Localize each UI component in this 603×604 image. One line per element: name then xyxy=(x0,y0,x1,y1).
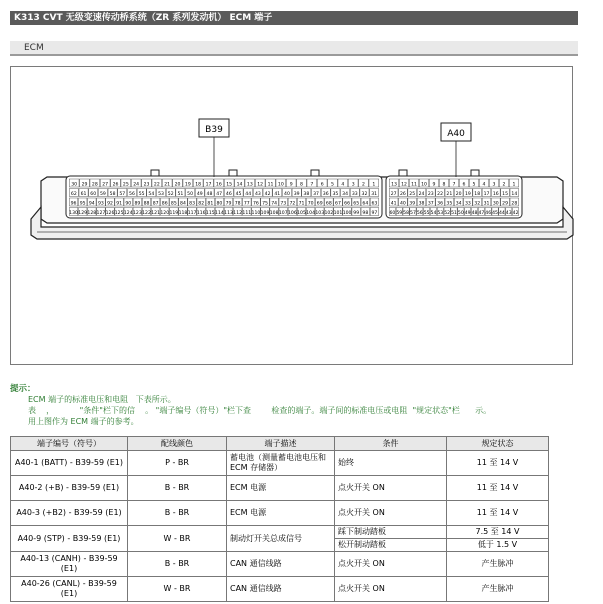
b39-label: B39 xyxy=(205,125,223,135)
pin-number: 115 xyxy=(205,211,215,216)
pin-number: 32 xyxy=(361,192,368,197)
pin-number: 93 xyxy=(97,201,104,207)
pin-number: 121 xyxy=(151,211,161,216)
pin-number: 13 xyxy=(246,182,253,188)
pin-number: 126 xyxy=(105,211,115,216)
pin-number: 27 xyxy=(390,192,397,197)
pin-number: 38 xyxy=(418,201,425,207)
pin-number: 69 xyxy=(316,201,323,207)
cell-condition: 点火开关 ON xyxy=(335,552,447,577)
pin-number: 35 xyxy=(446,201,453,207)
pin-number: 82 xyxy=(198,201,205,207)
cell-condition: 松开制动踏板 xyxy=(335,539,447,552)
pin-number: 55 xyxy=(138,192,145,197)
pin-number: 130 xyxy=(69,211,78,216)
pin-number: 32 xyxy=(474,201,481,207)
pin-number: 107 xyxy=(278,211,288,216)
pin-number: 100 xyxy=(342,211,352,216)
pin-number: 64 xyxy=(362,201,369,207)
pin-number: 53 xyxy=(437,211,444,216)
pin-number: 23 xyxy=(143,182,150,188)
pin-number: 18 xyxy=(195,182,202,188)
pin-number: 47 xyxy=(478,211,485,216)
cell-wire-color: W - BR xyxy=(128,577,227,602)
pin-number: 34 xyxy=(342,192,349,197)
b39-connector xyxy=(66,176,382,218)
pin-number: 43 xyxy=(254,192,261,197)
pin-number: 37 xyxy=(313,192,319,197)
pin-number: 122 xyxy=(142,211,151,216)
pin-number: 21 xyxy=(164,182,171,188)
cell-spec: 产生脉冲 xyxy=(447,552,549,577)
pin-number: 86 xyxy=(161,201,168,207)
pin-number: 76 xyxy=(252,201,259,207)
pin-number: 27 xyxy=(102,182,109,188)
pin-number: 74 xyxy=(271,201,278,207)
pin-number: 10 xyxy=(277,182,284,188)
pin-number: 45 xyxy=(492,211,498,216)
pin-number: 77 xyxy=(243,201,250,207)
pin-number: 15 xyxy=(502,192,509,197)
pin-number: 98 xyxy=(362,211,369,216)
pin-number: 52 xyxy=(444,211,451,216)
cell-condition: 始终 xyxy=(335,451,447,476)
pin-number: 37 xyxy=(427,201,434,207)
pin-number: 51 xyxy=(451,211,457,216)
col-header-color: 配线颜色 xyxy=(128,437,227,451)
pin-number: 3 xyxy=(492,182,496,188)
cell-wire-color: W - BR xyxy=(128,526,227,552)
pin-number: 48 xyxy=(206,192,213,197)
pin-number: 60 xyxy=(389,211,396,216)
pin-number: 24 xyxy=(133,182,140,188)
pin-number: 1 xyxy=(372,182,376,188)
pin-number: 30 xyxy=(492,201,499,207)
col-header-condition: 条件 xyxy=(335,437,447,451)
pin-number: 22 xyxy=(437,192,444,197)
pin-number: 12 xyxy=(257,182,264,188)
pin-number: 36 xyxy=(322,192,329,197)
pin-number: 48 xyxy=(471,211,478,216)
pin-number: 20 xyxy=(455,192,462,197)
pin-number: 16 xyxy=(215,182,222,188)
pin-number: 78 xyxy=(234,201,241,207)
pin-number: 112 xyxy=(233,211,243,216)
pin-number: 56 xyxy=(129,192,135,197)
pin-number: 38 xyxy=(303,192,310,197)
pin-number: 108 xyxy=(269,211,279,216)
pin-number: 92 xyxy=(107,201,113,207)
pin-number: 41 xyxy=(390,201,397,207)
cell-terminal: A40-1 (BATT) - B39-59 (E1) xyxy=(11,451,128,476)
pin-number: 84 xyxy=(180,201,186,207)
pin-number: 102 xyxy=(324,211,334,216)
pin-number: 7 xyxy=(452,182,456,188)
pin-number: 117 xyxy=(187,211,197,216)
a40-connector xyxy=(386,176,522,218)
col-header-spec: 规定状态 xyxy=(447,437,549,451)
cell-description: 制动灯开关总成信号 xyxy=(227,526,335,552)
pin-number: 83 xyxy=(189,201,196,207)
table-row xyxy=(11,577,549,602)
pin-number: 103 xyxy=(315,211,325,216)
pin-number: 40 xyxy=(284,192,290,197)
table-row xyxy=(11,451,549,476)
pin-number: 4 xyxy=(341,182,345,188)
pin-number: 14 xyxy=(236,182,243,188)
pin-number: 26 xyxy=(399,192,406,197)
cell-description: ECM 电源 xyxy=(227,476,335,501)
pin-number: 47 xyxy=(216,192,223,197)
cell-description: CAN 通信线路 xyxy=(227,577,335,602)
hint-line-3: 用上图作为 ECM 端子的参考。 xyxy=(28,417,139,426)
pin-number: 57 xyxy=(119,192,126,197)
pin-number: 90 xyxy=(125,201,132,207)
pin-number: 5 xyxy=(472,182,476,188)
pin-number: 54 xyxy=(148,192,155,197)
pin-number: 5 xyxy=(331,182,334,188)
pin-number: 22 xyxy=(153,182,160,188)
pin-number: 63 xyxy=(371,201,378,207)
connector-drawing xyxy=(11,67,574,366)
pin-number: 75 xyxy=(262,201,268,207)
pin-number: 120 xyxy=(160,211,170,216)
cell-terminal: A40-2 (+B) - B39-59 (E1) xyxy=(11,476,128,501)
pin-number: 105 xyxy=(297,211,306,216)
table-row xyxy=(11,526,549,539)
pin-number: 4 xyxy=(482,182,486,188)
pin-number: 20 xyxy=(174,182,181,188)
hint-label: 提示： xyxy=(10,384,36,394)
pin-number: 72 xyxy=(289,201,296,207)
pin-number: 23 xyxy=(427,192,434,197)
pin-number: 56 xyxy=(416,211,423,216)
hint-line-2: 表 ， "条件"栏下的信 。 "端子编号（符号）"栏下查 检查的端子。端子间的标准电压或电阻 "规定状态"栏 示。 xyxy=(28,406,492,415)
pin-number: 81 xyxy=(207,201,214,207)
pin-number: 1 xyxy=(512,182,516,188)
pin-number: 50 xyxy=(187,192,194,197)
pin-number: 33 xyxy=(351,192,358,197)
pin-number: 6 xyxy=(320,182,324,188)
pin-number: 124 xyxy=(123,211,133,216)
cell-terminal: A40-3 (+B2) - B39-59 (E1) xyxy=(11,501,128,526)
pin-number: 99 xyxy=(353,211,360,216)
cell-spec: 11 至 14 V xyxy=(447,476,549,501)
pin-number: 128 xyxy=(87,211,97,216)
cell-description: CAN 通信线路 xyxy=(227,552,335,577)
pin-number: 87 xyxy=(152,201,159,207)
cell-description: ECM 电源 xyxy=(227,501,335,526)
cell-spec: 11 至 14 V xyxy=(447,451,549,476)
pin-number: 95 xyxy=(79,201,86,207)
pin-number: 17 xyxy=(483,192,490,197)
ecm-connector-diagram xyxy=(10,66,573,365)
pin-number: 31 xyxy=(371,192,378,197)
pin-number: 21 xyxy=(446,192,453,197)
pin-number: 61 xyxy=(80,192,87,197)
pin-number: 10 xyxy=(421,182,427,188)
pin-number: 8 xyxy=(442,182,446,188)
pin-number: 58 xyxy=(403,211,410,216)
hint-line-1: ECM 端子的标准电压和电阻 下表所示。 xyxy=(28,395,176,404)
pin-number: 119 xyxy=(169,211,179,216)
pin-number: 65 xyxy=(353,201,360,207)
pin-number: 49 xyxy=(464,211,471,216)
pin-number: 88 xyxy=(143,201,150,207)
pin-number: 118 xyxy=(178,211,188,216)
col-header-description: 端子描述 xyxy=(227,437,335,451)
table-row xyxy=(11,501,549,526)
pin-number: 17 xyxy=(205,182,212,188)
pin-number: 59 xyxy=(99,192,106,197)
pin-number: 53 xyxy=(158,192,164,197)
pin-number: 9 xyxy=(432,182,436,188)
pin-number: 91 xyxy=(116,201,123,207)
terminal-spec-table xyxy=(10,436,549,602)
pin-number: 16 xyxy=(492,192,499,197)
page-title: K313 CVT 无级变速传动桥系统（ZR 系列发动机） ECM 端子 xyxy=(10,11,578,25)
pin-number: 59 xyxy=(396,211,403,216)
cell-description: 蓄电池（测量蓄电池电压和 ECM 存储器） xyxy=(227,451,335,476)
cell-wire-color: B - BR xyxy=(128,476,227,501)
cell-spec: 产生脉冲 xyxy=(447,577,549,602)
pin-number: 44 xyxy=(245,192,252,197)
pin-number: 40 xyxy=(399,201,406,207)
cell-condition: 点火开关 ON xyxy=(335,501,447,526)
pin-number: 7 xyxy=(310,182,314,188)
pin-number: 113 xyxy=(224,211,233,216)
pin-number: 79 xyxy=(225,201,232,207)
cell-condition: 点火开关 ON xyxy=(335,476,447,501)
pin-number: 42 xyxy=(264,192,271,197)
pin-number: 111 xyxy=(242,211,252,216)
pin-number: 42 xyxy=(512,211,519,216)
pin-number: 73 xyxy=(280,201,287,207)
pin-number: 12 xyxy=(401,182,407,188)
cell-spec: 7.5 至 14 V xyxy=(447,526,549,539)
pin-number: 55 xyxy=(423,211,430,216)
col-header-terminal: 端子编号（符号） xyxy=(11,437,128,451)
pin-number: 129 xyxy=(78,211,88,216)
table-header-row xyxy=(11,437,549,451)
pin-number: 57 xyxy=(410,211,416,216)
section-heading: ECM xyxy=(10,41,578,56)
pin-number: 50 xyxy=(457,211,464,216)
pin-number: 58 xyxy=(109,192,116,197)
pin-number: 123 xyxy=(132,211,142,216)
pin-number: 97 xyxy=(371,211,378,216)
pin-number: 11 xyxy=(411,182,417,188)
pin-number: 35 xyxy=(332,192,339,197)
pin-number: 19 xyxy=(184,182,191,188)
pin-number: 18 xyxy=(474,192,481,197)
pin-number: 125 xyxy=(114,211,124,216)
pin-number: 109 xyxy=(260,211,270,216)
pin-number: 8 xyxy=(300,182,303,188)
cell-condition: 点火开关 ON xyxy=(335,577,447,602)
pin-number: 39 xyxy=(409,201,416,207)
pin-number: 52 xyxy=(167,192,174,197)
pin-number: 71 xyxy=(298,201,305,207)
pin-number: 127 xyxy=(96,211,106,216)
pin-number: 60 xyxy=(90,192,97,197)
table-row xyxy=(11,476,549,501)
cell-terminal: A40-9 (STP) - B39-59 (E1) xyxy=(11,526,128,552)
pin-number: 39 xyxy=(293,192,300,197)
pin-number: 106 xyxy=(287,211,297,216)
pin-number: 101 xyxy=(333,211,343,216)
pin-number: 46 xyxy=(225,192,232,197)
pin-number: 70 xyxy=(307,201,314,207)
cell-wire-color: B - BR xyxy=(128,501,227,526)
pin-number: 15 xyxy=(226,182,233,188)
pin-number: 41 xyxy=(274,192,281,197)
pin-number: 80 xyxy=(216,201,223,207)
pin-number: 6 xyxy=(462,182,466,188)
pin-number: 66 xyxy=(344,201,351,207)
pin-number: 30 xyxy=(71,182,78,188)
pin-number: 54 xyxy=(430,211,437,216)
pin-number: 67 xyxy=(335,201,341,207)
pin-number: 62 xyxy=(70,192,77,197)
pin-number: 34 xyxy=(455,201,462,207)
pin-number: 2 xyxy=(362,182,365,188)
cell-terminal: A40-26 (CANL) - B39-59 (E1) xyxy=(11,577,128,602)
pin-number: 24 xyxy=(418,192,425,197)
pin-number: 11 xyxy=(267,182,274,188)
pin-number: 28 xyxy=(91,182,98,188)
pin-number: 116 xyxy=(196,211,206,216)
pin-number: 68 xyxy=(325,201,332,207)
pin-number: 36 xyxy=(437,201,444,207)
pin-number: 96 xyxy=(70,201,77,207)
pin-number: 104 xyxy=(306,211,316,216)
pin-number: 19 xyxy=(464,192,471,197)
cell-condition: 踩下制动踏板 xyxy=(335,526,447,539)
pin-number: 114 xyxy=(215,211,224,216)
pin-number: 44 xyxy=(498,211,505,216)
pin-number: 43 xyxy=(505,211,512,216)
pin-number: 51 xyxy=(177,192,184,197)
pin-number: 29 xyxy=(81,182,88,188)
cell-spec: 低于 1.5 V xyxy=(447,539,549,552)
pin-number: 89 xyxy=(134,201,141,207)
pin-number: 31 xyxy=(483,201,490,207)
cell-spec: 11 至 14 V xyxy=(447,501,549,526)
table-row xyxy=(11,552,549,577)
pin-number: 25 xyxy=(409,192,416,197)
a40-label: A40 xyxy=(447,129,465,139)
pin-number: 29 xyxy=(502,201,509,207)
pin-number: 85 xyxy=(170,201,177,207)
pin-number: 26 xyxy=(112,182,119,188)
cell-wire-color: B - BR xyxy=(128,552,227,577)
cell-wire-color: P - BR xyxy=(128,451,227,476)
cell-terminal: A40-13 (CANH) - B39-59 (E1) xyxy=(11,552,128,577)
pin-number: 110 xyxy=(251,211,261,216)
pin-number: 45 xyxy=(235,192,242,197)
pin-number: 94 xyxy=(88,201,95,207)
pin-number: 49 xyxy=(196,192,203,197)
pin-number: 33 xyxy=(464,201,471,207)
pin-number: 14 xyxy=(511,192,518,197)
pin-number: 46 xyxy=(485,211,492,216)
pin-number: 28 xyxy=(511,201,518,207)
pin-number: 25 xyxy=(122,182,129,188)
pin-number: 3 xyxy=(351,182,355,188)
pin-number: 13 xyxy=(391,182,397,188)
pin-number: 2 xyxy=(502,182,506,188)
pin-number: 9 xyxy=(289,182,293,188)
